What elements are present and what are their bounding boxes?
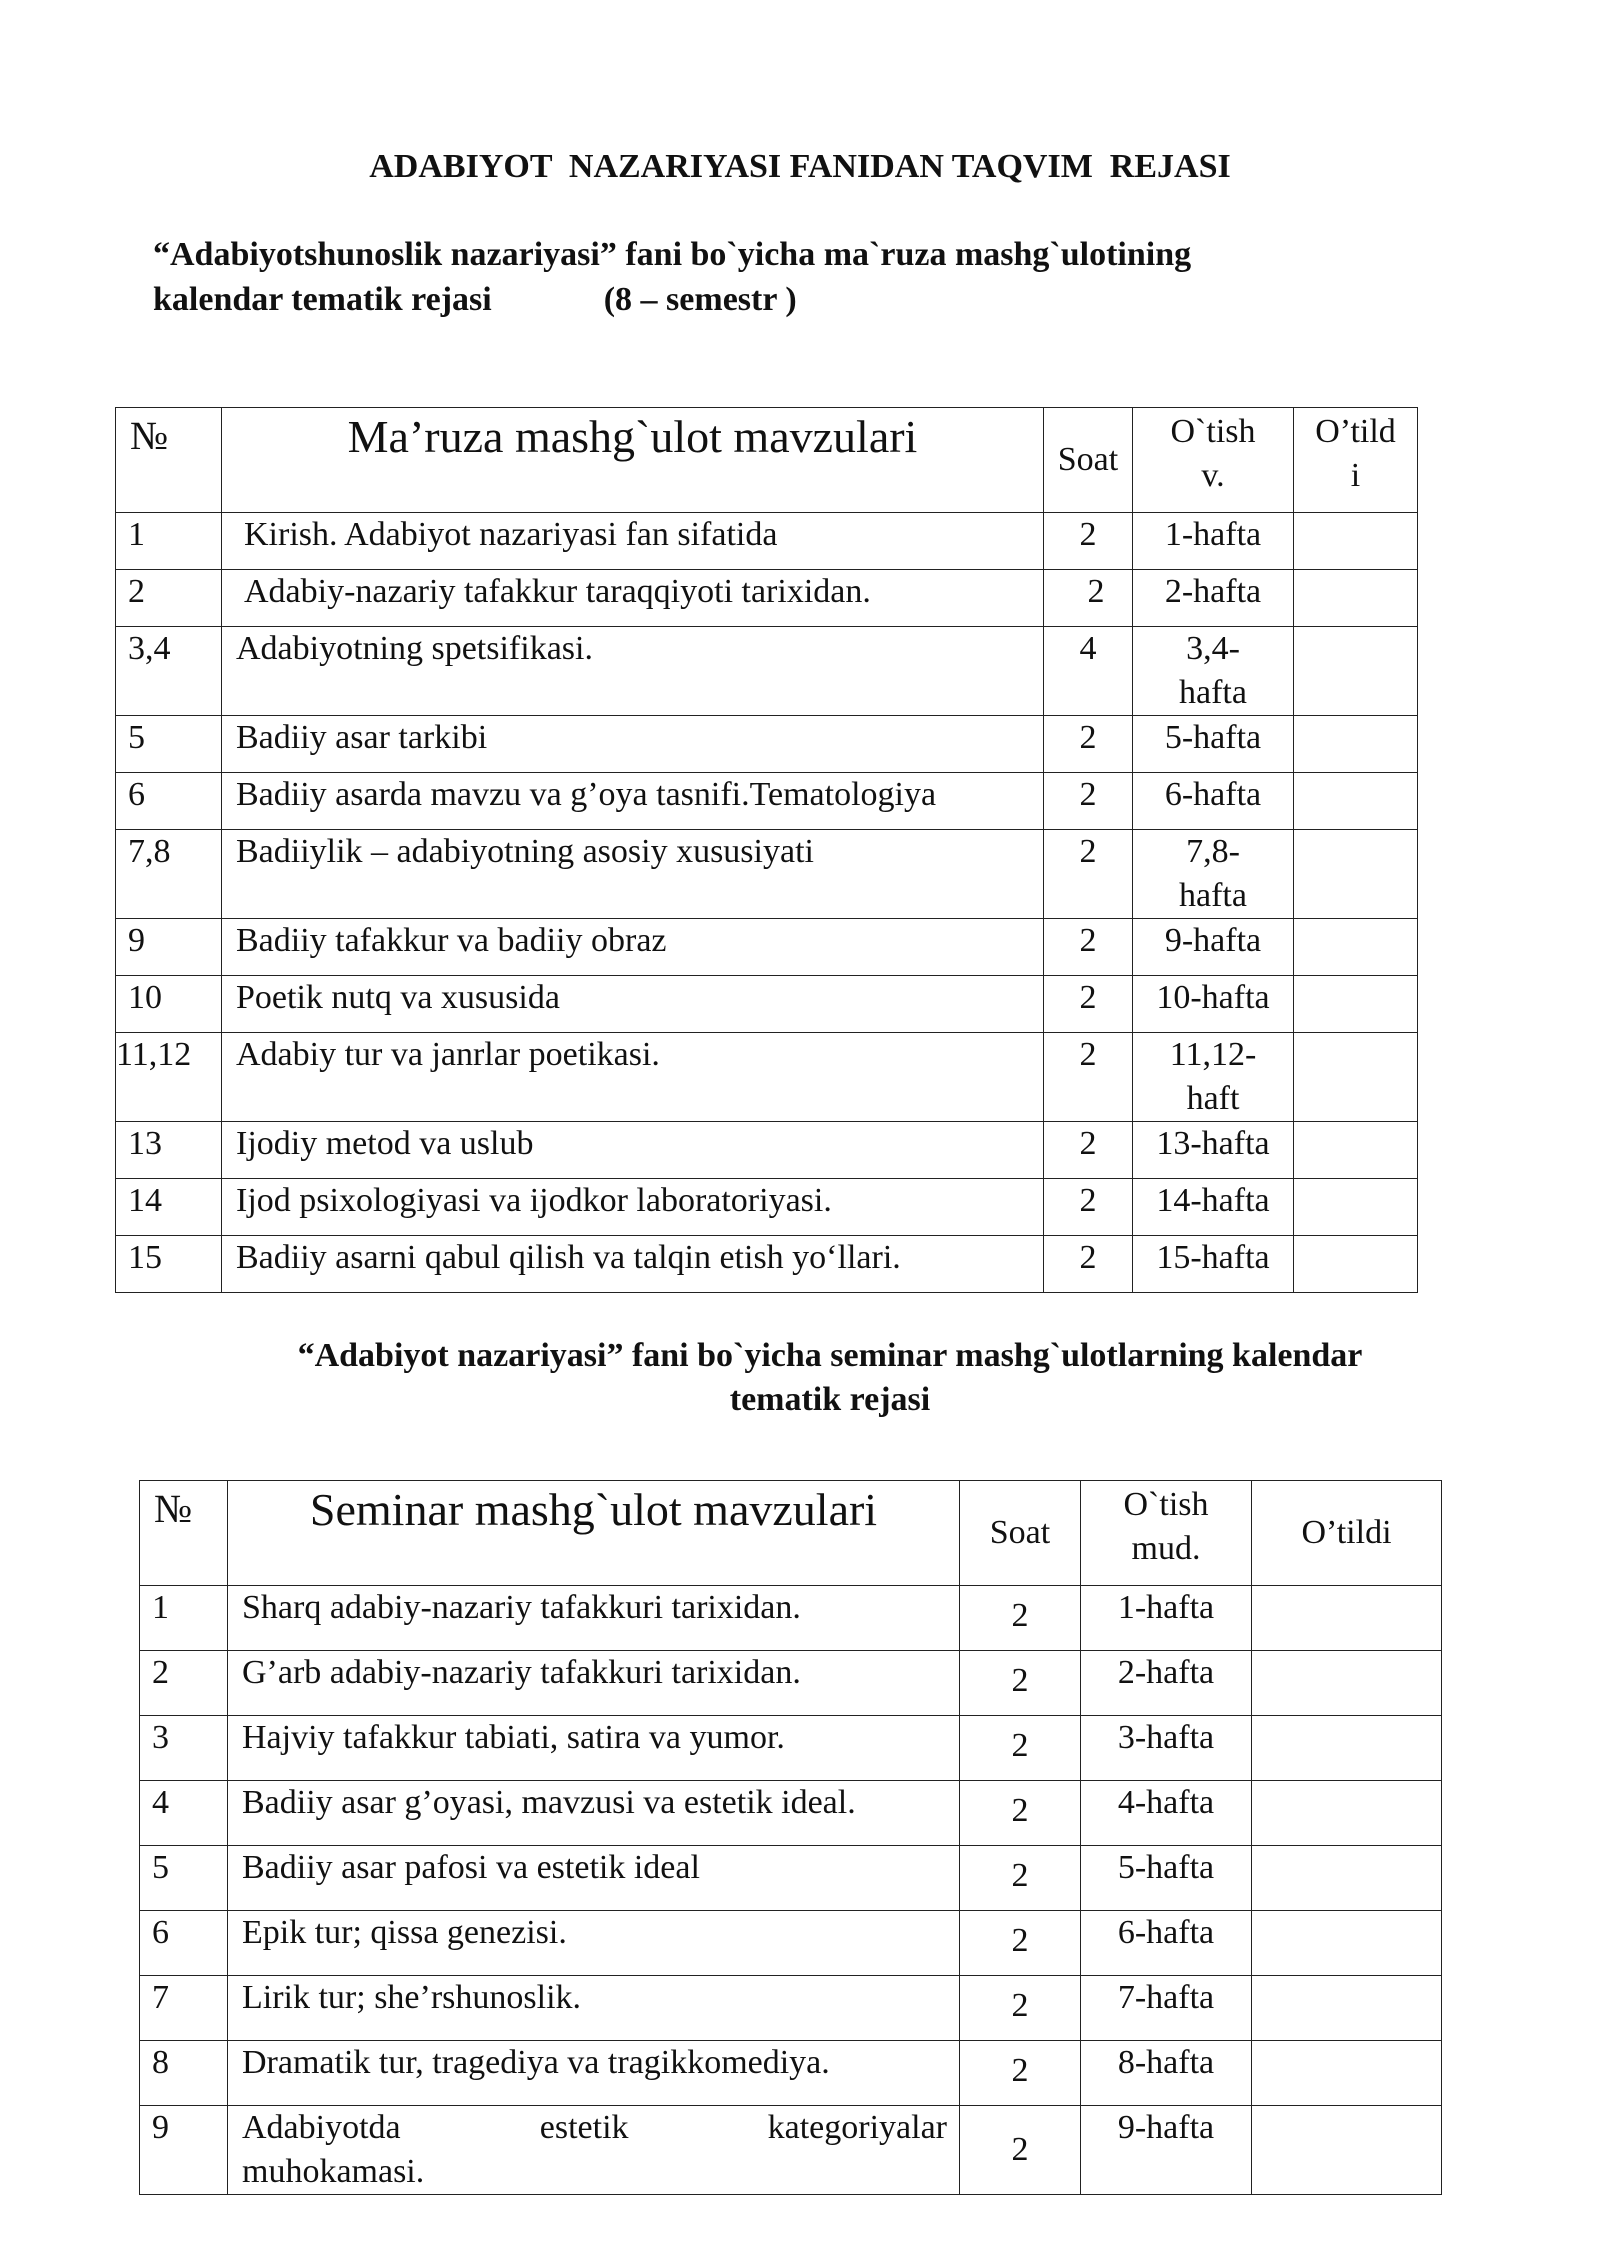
row-week	[1133, 830, 1294, 919]
row-number: 3,4	[116, 627, 222, 716]
row-done	[1294, 627, 1418, 716]
row-done	[1294, 1122, 1418, 1179]
row-topic: Badiiy asar g’oyasi, mavzusi va estetik ideal.	[228, 1781, 960, 1846]
lecture-heading-line1: “Adabiyotshunoslik nazariyasi” fani bo`yicha ma`ruza mashg`ulotining	[153, 236, 1192, 273]
table-row	[140, 1846, 1442, 1911]
table-row	[116, 716, 1418, 773]
row-topic: Epik tur; qissa genezisi.	[228, 1911, 960, 1976]
row-number: 9	[140, 2106, 228, 2195]
row-done	[1294, 513, 1418, 570]
row-hours: 2	[960, 1586, 1081, 1651]
row-number: 13	[116, 1122, 222, 1179]
row-hours: 2	[1044, 976, 1133, 1033]
table-row	[116, 976, 1418, 1033]
row-week: 14-hafta	[1133, 1179, 1294, 1236]
row-topic: Dramatik tur, tragediya va tragikkomediya.	[228, 2041, 960, 2106]
header-done-line2: i	[1350, 457, 1361, 494]
table-row	[116, 1033, 1418, 1122]
header-week-line2: mud.	[1131, 1530, 1201, 1567]
row-week: 5-hafta	[1133, 716, 1294, 773]
row-week-line2: hafta	[1179, 877, 1247, 914]
table-row	[116, 513, 1418, 570]
row-number: 2	[116, 570, 222, 627]
row-week: 10-hafta	[1133, 976, 1294, 1033]
row-number: 4	[140, 1781, 228, 1846]
row-done	[1294, 716, 1418, 773]
row-number: 5	[116, 716, 222, 773]
row-week: 9-hafta	[1133, 919, 1294, 976]
header-topic: Seminar mashg`ulot mavzulari	[228, 1481, 960, 1586]
row-done	[1252, 2041, 1442, 2106]
table-row	[140, 2106, 1442, 2195]
row-topic: Adabiy-nazariy tafakkur taraqqiyoti tarixidan.	[222, 570, 1044, 627]
row-hours: 2	[1044, 1236, 1133, 1293]
row-done	[1252, 1586, 1442, 1651]
row-number: 6	[116, 773, 222, 830]
table-header-row	[116, 408, 1418, 513]
row-done	[1294, 976, 1418, 1033]
row-week: 1-hafta	[1081, 1586, 1252, 1651]
row-number: 8	[140, 2041, 228, 2106]
seminar-schedule-table	[139, 1480, 1442, 2195]
row-number: 11,12	[116, 1033, 222, 1122]
table-row	[140, 1716, 1442, 1781]
row-week	[1133, 1033, 1294, 1122]
row-topic: Hajviy tafakkur tabiati, satira va yumor.	[228, 1716, 960, 1781]
row-topic: G’arb adabiy-nazariy tafakkuri tarixidan.	[228, 1651, 960, 1716]
row-done	[1252, 1651, 1442, 1716]
row-week-line1: 3,4-	[1186, 630, 1240, 667]
header-topic: Ma’ruza mashg`ulot mavzulari	[222, 408, 1044, 513]
row-number: 10	[116, 976, 222, 1033]
row-week: 2-hafta	[1081, 1651, 1252, 1716]
header-number: №	[140, 1481, 228, 1586]
row-number: 9	[116, 919, 222, 976]
row-number: 15	[116, 1236, 222, 1293]
row-topic: Badiiy asarda mavzu va g’oya tasnifi.Tematologiya	[222, 773, 1044, 830]
header-done	[1294, 408, 1418, 513]
row-done	[1252, 2106, 1442, 2195]
table-row	[116, 830, 1418, 919]
header-week	[1133, 408, 1294, 513]
row-topic: Ijodiy metod va uslub	[222, 1122, 1044, 1179]
row-week: 2-hafta	[1133, 570, 1294, 627]
row-week: 13-hafta	[1133, 1122, 1294, 1179]
row-topic-line1: Adabiyotda estetik kategoriyalar	[242, 2109, 947, 2146]
row-topic: Badiiy asar pafosi va estetik ideal	[228, 1846, 960, 1911]
row-week: 6-hafta	[1081, 1911, 1252, 1976]
seminar-plan-heading	[210, 1334, 1450, 1422]
row-hours: 2	[960, 1716, 1081, 1781]
row-hours: 2	[1044, 919, 1133, 976]
row-done	[1294, 1236, 1418, 1293]
row-topic: Sharq adabiy-nazariy tafakkuri tarixidan.	[228, 1586, 960, 1651]
row-hours: 2	[960, 1846, 1081, 1911]
row-week: 7-hafta	[1081, 1976, 1252, 2041]
row-done	[1294, 570, 1418, 627]
row-week: 4-hafta	[1081, 1781, 1252, 1846]
header-done-line1: O’tild	[1315, 413, 1396, 450]
row-topic: Badiiy tafakkur va badiiy obraz	[222, 919, 1044, 976]
row-week-line2: haft	[1186, 1080, 1240, 1117]
row-done	[1252, 1976, 1442, 2041]
row-week: 1-hafta	[1133, 513, 1294, 570]
row-hours: 2	[1044, 513, 1133, 570]
seminar-heading-line2: tematik rejasi	[729, 1381, 931, 1418]
row-week: 5-hafta	[1081, 1846, 1252, 1911]
table-row	[116, 627, 1418, 716]
row-number: 14	[116, 1179, 222, 1236]
row-topic: Kirish. Adabiyot nazariyasi fan sifatida	[222, 513, 1044, 570]
table-row	[140, 1976, 1442, 2041]
row-topic: Lirik tur; she’rshunoslik.	[228, 1976, 960, 2041]
row-hours: 2	[960, 1976, 1081, 2041]
header-week	[1081, 1481, 1252, 1586]
row-week: 15-hafta	[1133, 1236, 1294, 1293]
row-number: 1	[140, 1586, 228, 1651]
row-done	[1294, 919, 1418, 976]
row-hours: 2	[960, 1911, 1081, 1976]
row-hours: 2	[1044, 1033, 1133, 1122]
table-row	[140, 1781, 1442, 1846]
row-hours: 2	[960, 2106, 1081, 2195]
row-topic: Poetik nutq va xususida	[222, 976, 1044, 1033]
row-hours: 2	[960, 1781, 1081, 1846]
row-topic: Badiiy asarni qabul qilish va talqin etish yo‘llari.	[222, 1236, 1044, 1293]
row-done	[1252, 1781, 1442, 1846]
header-done: O’tildi	[1252, 1481, 1442, 1586]
table-row	[140, 1586, 1442, 1651]
row-number: 6	[140, 1911, 228, 1976]
lecture-schedule-table	[115, 407, 1418, 1293]
row-done	[1294, 773, 1418, 830]
row-done	[1294, 1179, 1418, 1236]
table-row	[140, 1911, 1442, 1976]
row-topic	[228, 2106, 960, 2195]
header-hours: Soat	[960, 1481, 1081, 1586]
row-topic: Adabiyotning spetsifikasi.	[222, 627, 1044, 716]
row-week-line2: hafta	[1179, 674, 1247, 711]
table-row	[116, 570, 1418, 627]
row-hours: 4	[1044, 627, 1133, 716]
row-done	[1252, 1911, 1442, 1976]
row-number: 5	[140, 1846, 228, 1911]
table-row	[140, 1651, 1442, 1716]
table-row	[140, 2041, 1442, 2106]
table-row	[116, 1122, 1418, 1179]
row-hours: 2	[1044, 830, 1133, 919]
row-done	[1294, 1033, 1418, 1122]
row-hours: 2	[1044, 1179, 1133, 1236]
row-week-line1: 7,8-	[1186, 833, 1240, 870]
header-number: №	[116, 408, 222, 513]
row-done	[1252, 1716, 1442, 1781]
row-done	[1294, 830, 1418, 919]
row-topic: Badiiy asar tarkibi	[222, 716, 1044, 773]
header-week-line1: O`tish	[1123, 1486, 1209, 1523]
row-number: 1	[116, 513, 222, 570]
table-row	[116, 919, 1418, 976]
row-hours: 2	[1044, 773, 1133, 830]
table-row	[116, 1236, 1418, 1293]
row-hours: 2	[1044, 570, 1133, 627]
row-number: 7	[140, 1976, 228, 2041]
lecture-heading-line2	[153, 277, 1191, 322]
row-done	[1252, 1846, 1442, 1911]
seminar-heading-line1: “Adabiyot nazariyasi” fani bo`yicha seminar mashg`ulotlarning kalendar	[297, 1337, 1363, 1374]
row-number: 7,8	[116, 830, 222, 919]
row-hours: 2	[1044, 716, 1133, 773]
row-number: 2	[140, 1651, 228, 1716]
row-week: 6-hafta	[1133, 773, 1294, 830]
header-week-line1: O`tish	[1170, 413, 1256, 450]
semester-label: (8 – semestr )	[603, 281, 797, 318]
lecture-heading-line2-text: kalendar tematik rejasi	[153, 281, 492, 318]
row-topic-line2: muhokamasi.	[242, 2153, 425, 2190]
header-hours: Soat	[1044, 408, 1133, 513]
header-week-line2: v.	[1201, 457, 1225, 494]
table-header-row	[140, 1481, 1442, 1586]
row-hours: 2	[960, 2041, 1081, 2106]
document-title: ADABIYOT NAZARIYASI FANIDAN TAQVIM REJASI	[369, 148, 1231, 185]
row-week	[1133, 627, 1294, 716]
table-row	[116, 773, 1418, 830]
row-week-line1: 11,12-	[1169, 1036, 1257, 1073]
row-week: 9-hafta	[1081, 2106, 1252, 2195]
row-topic: Badiiylik – adabiyotning asosiy xususiyati	[222, 830, 1044, 919]
row-topic: Ijod psixologiyasi va ijodkor laboratoriyasi.	[222, 1179, 1044, 1236]
row-topic: Adabiy tur va janrlar poetikasi.	[222, 1033, 1044, 1122]
lecture-plan-heading	[153, 232, 1191, 322]
row-week: 8-hafta	[1081, 2041, 1252, 2106]
row-hours: 2	[1044, 1122, 1133, 1179]
row-week: 3-hafta	[1081, 1716, 1252, 1781]
row-number: 3	[140, 1716, 228, 1781]
table-row	[116, 1179, 1418, 1236]
row-hours: 2	[960, 1651, 1081, 1716]
